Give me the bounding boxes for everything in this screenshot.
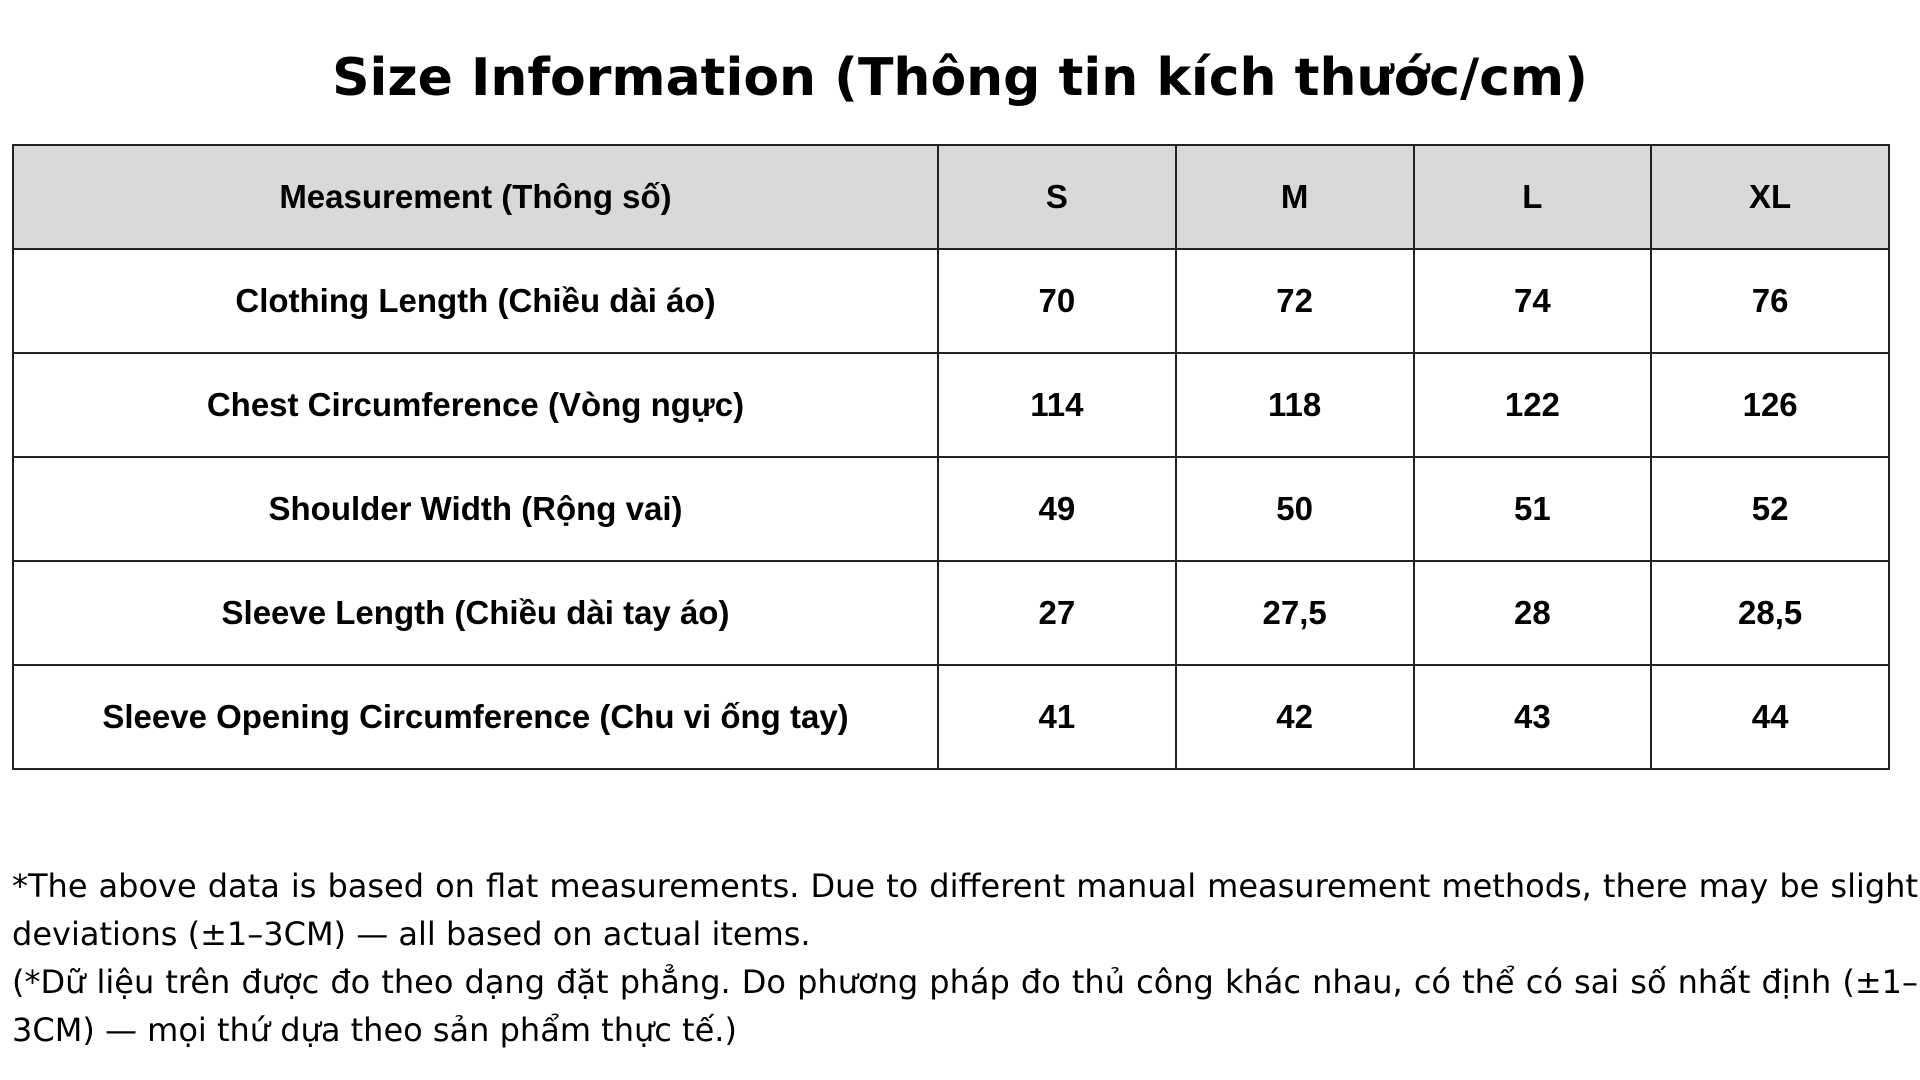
row-label: Sleeve Length (Chiều dài tay áo) xyxy=(13,561,938,665)
size-table xyxy=(12,144,1890,770)
row-label: Chest Circumference (Vòng ngực) xyxy=(13,353,938,457)
note-vietnamese: (*Dữ liệu trên được đo theo dạng đặt phẳng. Do phương pháp đo thủ công khác nhau, có thể có sai số nhất định (±1–3CM) — mọi thứ dựa theo sản phẩm thực tế.) xyxy=(12,963,1918,1049)
header-size-xl: XL xyxy=(1651,145,1889,249)
table-header-row xyxy=(13,145,1889,249)
measurement-note xyxy=(12,862,1918,1054)
table-cell: 28 xyxy=(1414,561,1652,665)
row-label: Shoulder Width (Rộng vai) xyxy=(13,457,938,561)
table-cell: 126 xyxy=(1651,353,1889,457)
table-cell: 72 xyxy=(1176,249,1414,353)
table-cell: 43 xyxy=(1414,665,1652,769)
table-cell: 118 xyxy=(1176,353,1414,457)
header-size-l: L xyxy=(1414,145,1652,249)
table-cell: 50 xyxy=(1176,457,1414,561)
table-cell: 44 xyxy=(1651,665,1889,769)
table-row xyxy=(13,457,1889,561)
header-measurement: Measurement (Thông số) xyxy=(13,145,938,249)
table-cell: 27 xyxy=(938,561,1176,665)
table-cell: 41 xyxy=(938,665,1176,769)
table-row xyxy=(13,353,1889,457)
table-cell: 76 xyxy=(1651,249,1889,353)
table-cell: 27,5 xyxy=(1176,561,1414,665)
header-size-s: S xyxy=(938,145,1176,249)
table-row xyxy=(13,665,1889,769)
table-cell: 51 xyxy=(1414,457,1652,561)
note-english: *The above data is based on flat measurements. Due to different manual measurement methods, there may be slight deviations (±1–3CM) — all based on actual items. xyxy=(12,867,1918,953)
table-cell: 74 xyxy=(1414,249,1652,353)
table-cell: 70 xyxy=(938,249,1176,353)
table-cell: 28,5 xyxy=(1651,561,1889,665)
row-label: Sleeve Opening Circumference (Chu vi ống tay) xyxy=(13,665,938,769)
table-cell: 49 xyxy=(938,457,1176,561)
header-size-m: M xyxy=(1176,145,1414,249)
table-cell: 122 xyxy=(1414,353,1652,457)
table-row xyxy=(13,249,1889,353)
page-title: Size Information (Thông tin kích thước/cm) xyxy=(332,48,1588,108)
table-cell: 52 xyxy=(1651,457,1889,561)
table-row xyxy=(13,561,1889,665)
table-cell: 114 xyxy=(938,353,1176,457)
table-cell: 42 xyxy=(1176,665,1414,769)
row-label: Clothing Length (Chiều dài áo) xyxy=(13,249,938,353)
